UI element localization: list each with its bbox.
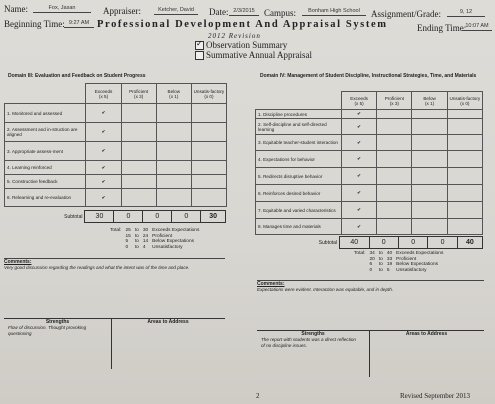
- d3-strengths-text: Flow of discussion. Thought provoking questioning: [8, 325, 87, 336]
- check-icon: ✔: [86, 104, 121, 123]
- d3-subtotal-exceeds: 30: [85, 211, 114, 223]
- d4-criterion-4: 4. Expectations for behavior: [256, 151, 342, 168]
- d3-strengths-areas: [4, 318, 225, 371]
- d4-proficient-header: Proficient (x 3): [377, 92, 412, 110]
- check-icon: ✔: [341, 202, 376, 219]
- check-icon: ✔: [86, 123, 121, 142]
- summative-appraisal-option[interactable]: [195, 50, 312, 60]
- ending-time-value: 10:07 AM: [462, 23, 492, 31]
- d3-criterion-4: 4. Learning reinforced: [5, 161, 86, 175]
- domain4-title: Domain IV: Management of Student Discipline, Instructional Strategies, Time, and Materials: [260, 73, 477, 79]
- ending-time-label: Ending Time:: [417, 23, 467, 33]
- d4-subtotal-unsat: 0: [428, 237, 457, 249]
- table-row: [5, 142, 227, 161]
- check-icon: ✔: [341, 219, 376, 235]
- d3-areas-label: Areas to Address: [147, 319, 189, 325]
- d3-criterion-5: 5. Constructive feedback: [5, 175, 86, 189]
- check-icon: ✔: [341, 151, 376, 168]
- summative-checkbox[interactable]: [195, 51, 204, 60]
- appraiser-value: Ketcher, David: [154, 7, 198, 15]
- check-icon: ✔: [86, 142, 121, 161]
- check-icon: ✔: [341, 185, 376, 202]
- d3-subtotal-row: [4, 210, 226, 223]
- d3-subtotal-label: Subtotal: [64, 213, 83, 220]
- d4-criterion-8: 8. Manages time and materials: [256, 219, 342, 235]
- d4-subtotal-row: [255, 236, 483, 249]
- d3-below-header: Below (x 1): [156, 84, 191, 104]
- d3-criterion-3: 3. Appropriate assess-ment: [5, 142, 86, 161]
- d4-comments-label: Comments:: [257, 281, 285, 287]
- d3-criterion-1: 1. Monitored and assessed: [5, 104, 86, 123]
- check-icon: ✔: [341, 135, 376, 151]
- check-icon: ✔: [86, 175, 121, 189]
- check-icon: ✔: [341, 168, 376, 185]
- d3-subtotal-proficient: 0: [114, 211, 143, 223]
- table-row: [256, 110, 483, 119]
- d3-comments-box: [4, 258, 225, 271]
- table-row: [5, 123, 227, 142]
- date-label: Date:: [209, 7, 229, 17]
- d3-comments-label: Comments:: [4, 259, 32, 265]
- d4-total-score: 40: [457, 237, 482, 249]
- d4-criterion-1: 1. Discipline procedures: [256, 110, 342, 119]
- check-icon: ✔: [341, 119, 376, 135]
- d3-score-ranges: Total: 25 to 30 Exceeds Expectations 15 to 24 Proficient 5 to 14 Below Expectations 0 to 4 Unsatisfactory: [110, 228, 200, 250]
- revision-note: Revised September 2013: [400, 392, 470, 400]
- form-title: Professional Development And Appraisal System: [97, 19, 388, 30]
- d4-comments-box: [257, 280, 484, 293]
- d3-proficient-header: Proficient (x 3): [121, 84, 156, 104]
- d4-criterion-5: 5. Redirects disruptive behavior: [256, 168, 342, 185]
- d3-unsat-header: Unsatis-factory (x 0): [191, 84, 226, 104]
- observation-summary-label: Observation Summary: [206, 40, 288, 50]
- grade-value: 9, 12: [447, 9, 485, 17]
- d4-strengths-text: The report with students was a direct reflection of no discipline issues.: [261, 337, 356, 348]
- d3-subtotal-unsat: 0: [172, 211, 201, 223]
- table-row: [256, 202, 483, 219]
- table-row: [256, 151, 483, 168]
- d4-areas-label: Areas to Address: [405, 331, 448, 337]
- d3-criterion-6: 6. Relearning and re-evaluation: [5, 189, 86, 207]
- table-row: [256, 185, 483, 202]
- d4-comments-text: Expectations were evident. Interaction was equitable, and in depth.: [257, 287, 394, 292]
- check-icon: ✔: [86, 189, 121, 207]
- d4-strengths-label: Strengths: [301, 331, 325, 337]
- name-label: Name:: [4, 4, 28, 14]
- observation-summary-option[interactable]: [195, 40, 287, 50]
- d3-total-label: Total:: [110, 228, 122, 233]
- d4-subtotal-exceeds: 40: [340, 237, 369, 249]
- table-row: [5, 175, 227, 189]
- page-number: 2: [256, 392, 260, 400]
- table-row: [256, 219, 483, 235]
- table-row: [256, 168, 483, 185]
- d4-criterion-6: 6. Reinforces desired behavior: [256, 185, 342, 202]
- d4-criterion-3: 3. Equitable teacher-student interaction: [256, 135, 342, 151]
- domain3-table: [4, 83, 227, 207]
- summative-appraisal-label: Summative Annual Appraisal: [206, 50, 312, 60]
- d4-subtotal-label: Subtotal: [318, 239, 338, 246]
- campus-label: Campus:: [264, 8, 297, 18]
- d4-below-header: Below (x 1): [412, 92, 447, 110]
- date-value: 2/3/2015: [229, 8, 259, 16]
- appraiser-label: Appraiser:: [103, 6, 141, 16]
- d3-comments-text: Very good discussion regarding the readings and what the intent was of the time and place.: [4, 265, 190, 270]
- check-icon: ✔: [341, 110, 376, 119]
- table-row: [5, 104, 227, 123]
- d4-strengths-areas: [257, 330, 484, 379]
- d3-strengths-label: Strengths: [45, 319, 70, 325]
- beginning-time-value: 9:27 AM: [64, 20, 94, 28]
- d4-criterion-7: 7. Equitable and varied characteristics: [256, 202, 342, 219]
- table-row: [5, 189, 227, 207]
- form-subtitle: 2012 Revision: [208, 32, 261, 40]
- d3-total-score: 30: [201, 211, 226, 223]
- campus-value: Bonham High School: [302, 8, 366, 16]
- d4-total-label: Total:: [354, 251, 366, 256]
- table-row: [5, 161, 227, 175]
- d3-exceeds-header: Exceeds (x 5): [86, 84, 121, 104]
- domain4-table: [255, 91, 483, 235]
- d3-criterion-2: 2. Assessment and in-struction are aligned: [5, 123, 86, 142]
- beginning-time-label: Beginning Time:: [4, 19, 65, 29]
- domain3-title: Domain III: Evaluation and Feedback on Student Progress: [8, 73, 146, 79]
- d4-unsat-header: Unsatis-factory (x 0): [447, 92, 482, 110]
- d4-exceeds-header: Exceeds (x 5): [341, 92, 376, 110]
- grade-label: Assignment/Grade:: [371, 9, 441, 19]
- d4-subtotal-below: 0: [398, 237, 427, 249]
- check-icon: ✔: [86, 161, 121, 175]
- d3-subtotal-below: 0: [143, 211, 172, 223]
- name-value: Fox, Jasan: [33, 5, 91, 13]
- table-row: [256, 119, 483, 135]
- d4-criterion-2: 2. Self-discipline and self-directed learning: [256, 119, 342, 135]
- table-row: [256, 135, 483, 151]
- d4-score-ranges: Total: 34 to 40 Exceeds Expectations 20 to 33 Proficient 6 to 19 Below Expectations 0 to 5 Unsatisfactory: [354, 251, 444, 273]
- d4-subtotal-proficient: 0: [369, 237, 398, 249]
